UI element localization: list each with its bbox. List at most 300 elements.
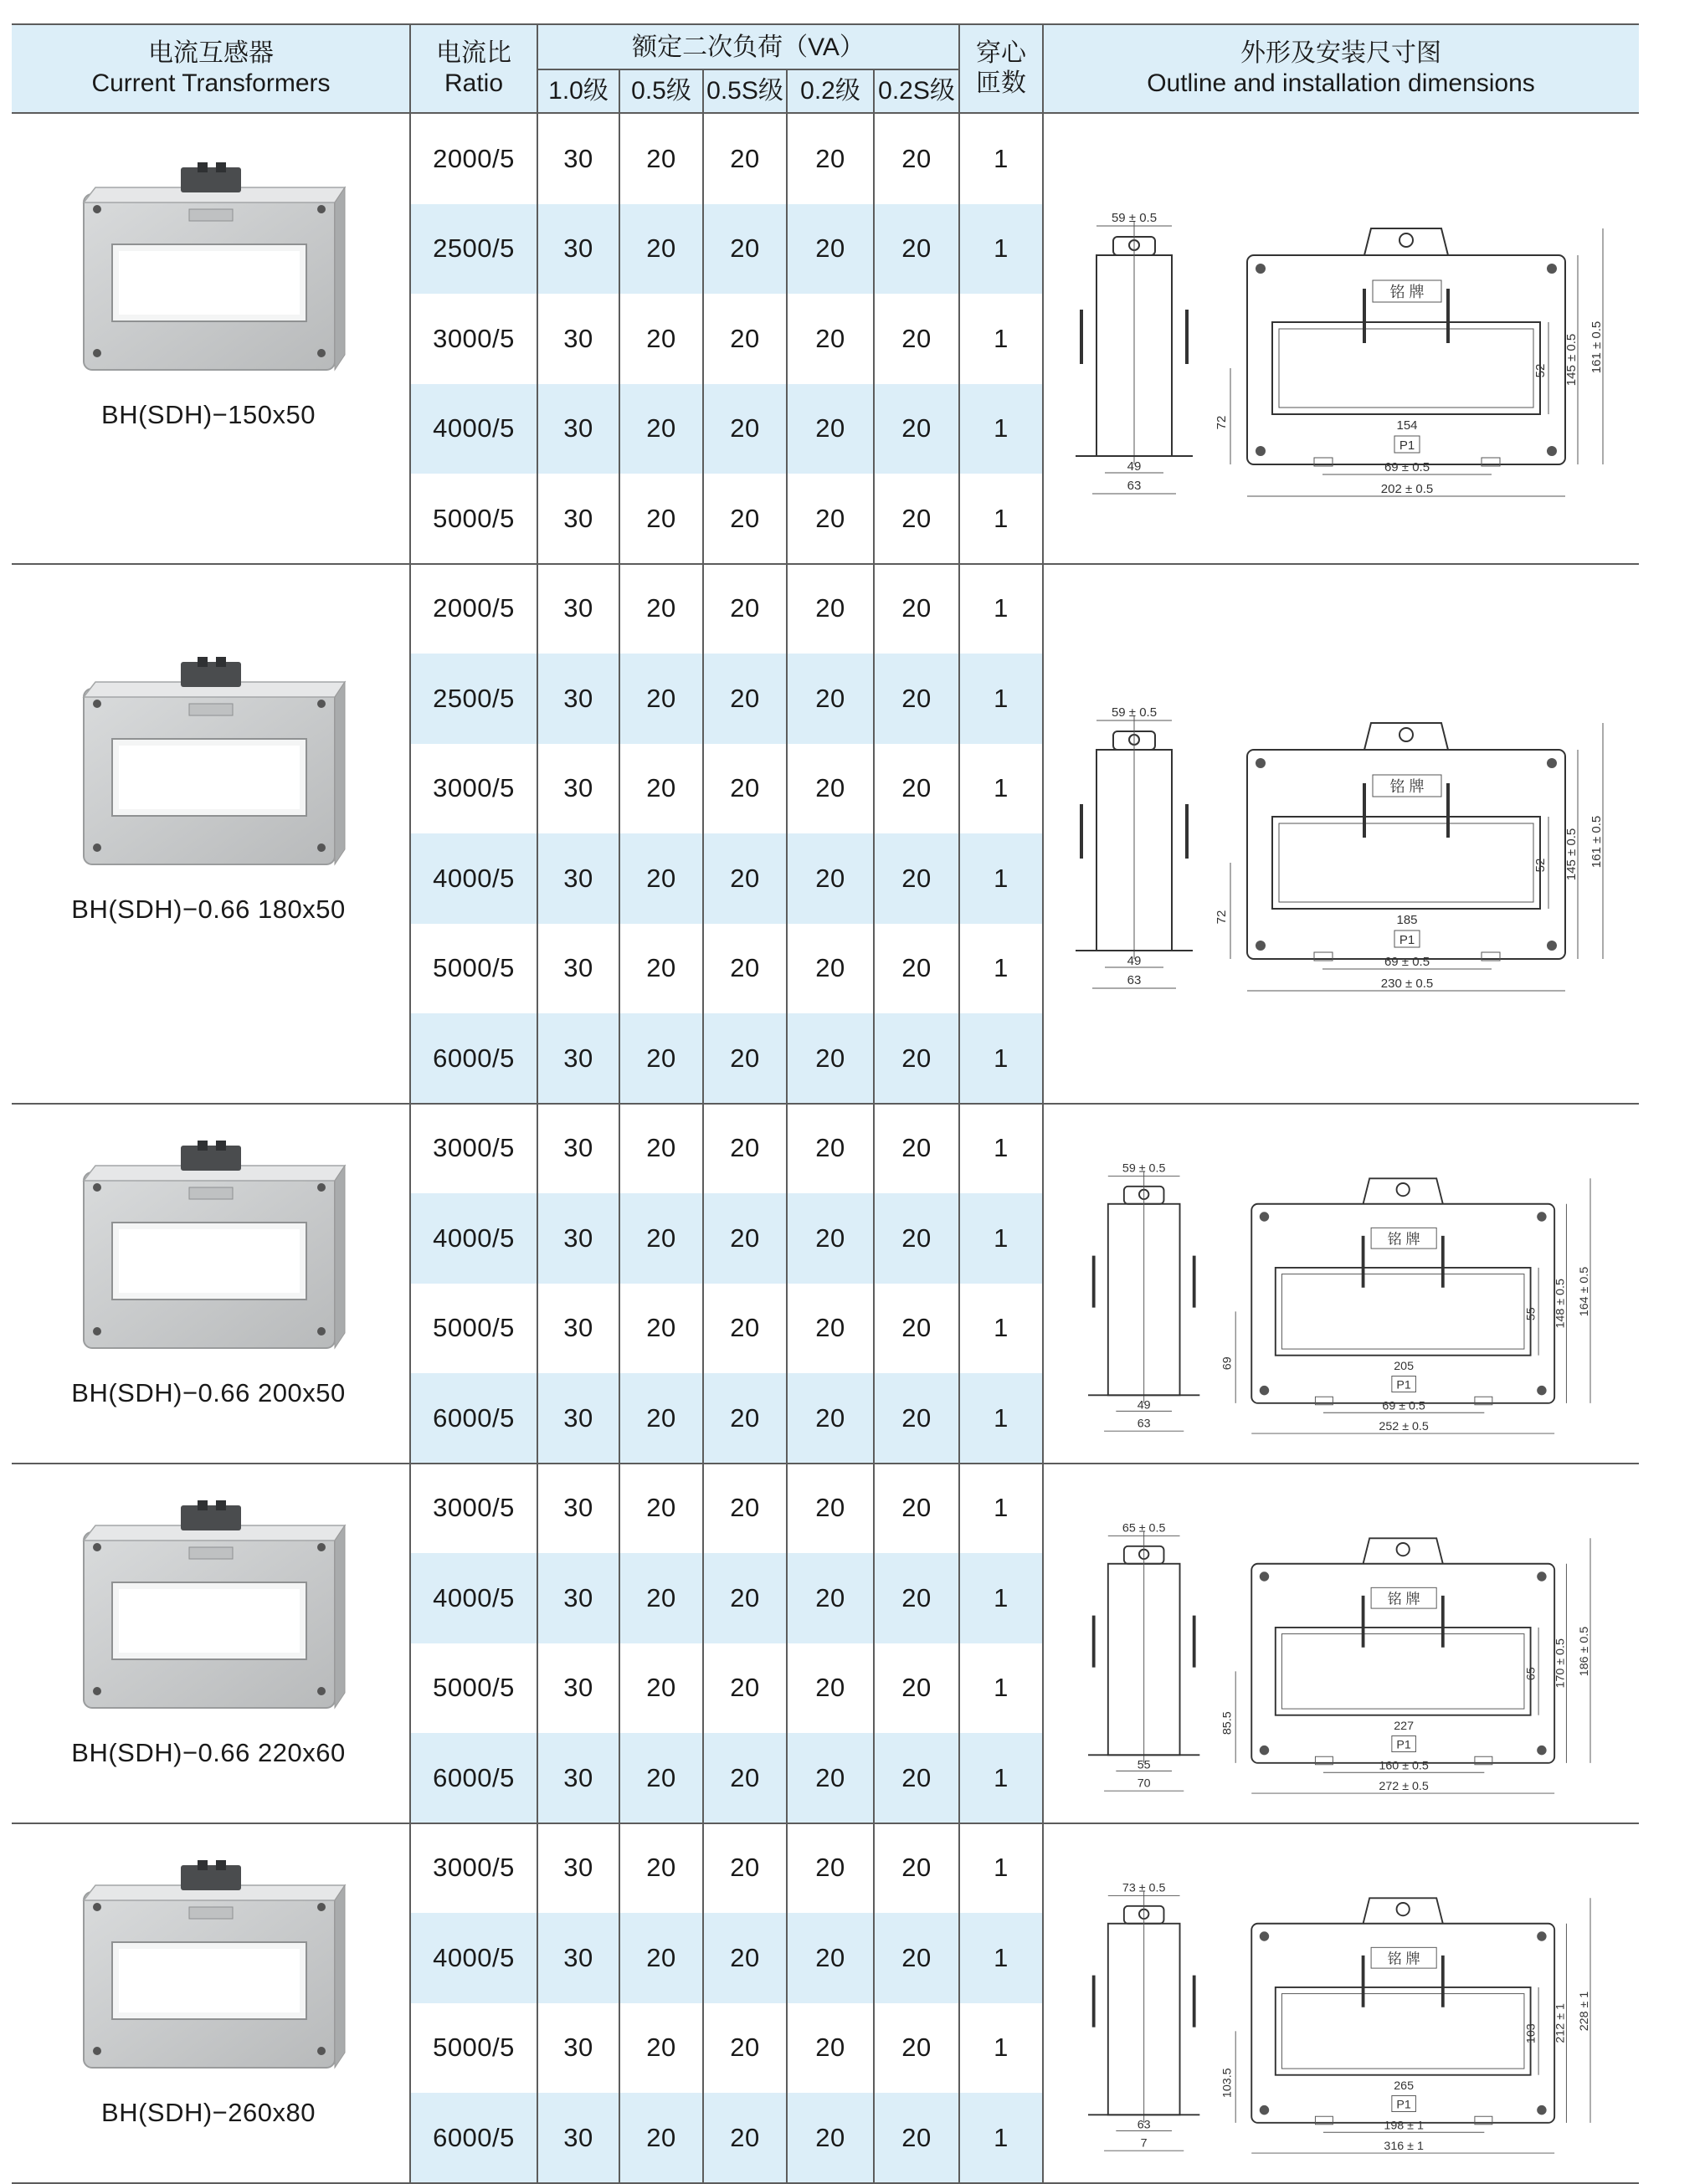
class-0-2-cell: 20 — [815, 2122, 845, 2152]
class-1-0-cell: 30 — [563, 413, 593, 443]
ratio-cell: 2000/5 — [433, 143, 515, 173]
turns-cell: 1 — [994, 1673, 1009, 1703]
column-divider — [619, 1823, 620, 2183]
model-name: BH(SDH)−0.66 200x50 — [71, 1377, 346, 1407]
class-0-2-cell: 20 — [815, 1493, 845, 1523]
turns-cell: 1 — [994, 2122, 1009, 2152]
class-0-5-cell: 20 — [646, 1133, 676, 1163]
transformer-photo — [72, 1497, 373, 1740]
class-0-5s-cell: 20 — [730, 1673, 760, 1703]
class-0-5s-cell: 20 — [730, 773, 760, 803]
class-0-2-cell: 20 — [815, 1762, 845, 1792]
column-divider — [958, 564, 960, 1104]
class-0-5s-cell: 20 — [730, 1582, 760, 1612]
class-0-2s-cell: 20 — [901, 1762, 932, 1792]
class-0-5-cell: 20 — [646, 863, 676, 893]
class-0-5-cell: 20 — [646, 413, 676, 443]
window-width-dim: 205 — [1394, 1359, 1415, 1373]
class-0-5s-cell: 20 — [730, 1853, 760, 1883]
mount-spacing-dim: 69 ± 0.5 — [1382, 1398, 1425, 1412]
class-0-5s-cell: 20 — [730, 2033, 760, 2063]
outer-height-dim: 186 ± 0.5 — [1578, 1626, 1592, 1676]
class-1-0-cell: 30 — [563, 1313, 593, 1343]
turns-cell: 1 — [994, 1133, 1009, 1163]
class-0-2-cell: 20 — [815, 143, 845, 173]
side-top-dim: 59 ± 0.5 — [1111, 210, 1158, 225]
class-1-0-cell: 30 — [563, 1673, 593, 1703]
class-0-5s-cell: 20 — [730, 683, 760, 713]
column-divider — [958, 1104, 960, 1464]
class-0-2-cell: 20 — [815, 593, 845, 623]
class-0-2-cell: 20 — [815, 1582, 845, 1612]
table-row — [410, 1013, 1642, 1104]
column-divider — [702, 564, 704, 1104]
window-width-dim: 185 — [1396, 913, 1418, 927]
transformer-photo — [72, 1137, 373, 1380]
ratio-cell: 3000/5 — [433, 1853, 515, 1883]
class-0-5-cell: 20 — [646, 1402, 676, 1433]
ratio-cell: 5000/5 — [433, 503, 515, 533]
class-0-5-cell: 20 — [646, 1043, 676, 1073]
class-0-2-cell: 20 — [815, 953, 845, 983]
column-divider — [1042, 114, 1044, 564]
class-0-5s-cell: 20 — [730, 323, 760, 353]
outline-dimension-drawing — [1063, 1476, 1615, 1811]
turns-cell: 1 — [994, 1313, 1009, 1343]
class-0-5-cell: 20 — [646, 2033, 676, 2063]
ratio-cell: 5000/5 — [433, 2033, 515, 2063]
overall-width-dim: 272 ± 0.5 — [1379, 1779, 1429, 1793]
inner-height-dim: 170 ± 0.5 — [1554, 1638, 1568, 1689]
column-divider — [619, 1464, 620, 1823]
outline-dimension-drawing — [1063, 1116, 1615, 1451]
ratio-cell: 5000/5 — [433, 1313, 515, 1343]
class-1-0-cell: 30 — [563, 503, 593, 533]
class-0-2-cell: 20 — [815, 413, 845, 443]
window-height-dim: 55 — [1524, 1306, 1538, 1320]
class-0-2s-cell: 20 — [901, 323, 932, 353]
class-0-2-cell: 20 — [815, 1313, 845, 1343]
side-inner-dim: 55 — [1137, 1758, 1151, 1772]
column-divider — [537, 1823, 538, 2183]
turns-cell: 1 — [994, 1582, 1009, 1612]
class-0-5-cell: 20 — [646, 593, 676, 623]
class-1-0-cell: 30 — [563, 863, 593, 893]
class-0-2s-cell: 20 — [901, 2033, 932, 2063]
window-height-dim: 52 — [1533, 858, 1548, 873]
ratio-cell: 2500/5 — [433, 233, 515, 264]
inner-height-dim: 145 ± 0.5 — [1564, 333, 1579, 386]
terminal-label: P1 — [1399, 438, 1415, 453]
class-0-5-cell: 20 — [646, 1673, 676, 1703]
turns-cell: 1 — [994, 143, 1009, 173]
terminal-label: P1 — [1396, 1378, 1411, 1392]
side-outer-dim: 70 — [1137, 1776, 1151, 1790]
class-0-2s-cell: 20 — [901, 1313, 932, 1343]
class-0-2s-cell: 20 — [901, 503, 932, 533]
class-0-2s-cell: 20 — [901, 593, 932, 623]
class-1-0-cell: 30 — [563, 953, 593, 983]
side-top-dim: 59 ± 0.5 — [1111, 705, 1158, 720]
class-0-5s-cell: 20 — [730, 1402, 760, 1433]
ratio-cell: 2000/5 — [433, 593, 515, 623]
model-group — [12, 1464, 1639, 1823]
mount-spacing-dim: 160 ± 0.5 — [1379, 1758, 1429, 1772]
mount-spacing-dim: 198 ± 1 — [1384, 2118, 1424, 2132]
class-1-0-cell: 30 — [563, 773, 593, 803]
class-0-5s-cell: 20 — [730, 1223, 760, 1253]
header-turns — [959, 25, 1043, 112]
class-0-5-cell: 20 — [646, 1313, 676, 1343]
class-0-5-cell: 20 — [646, 1223, 676, 1253]
header-ratio-en: Ratio — [444, 69, 504, 97]
turns-cell: 1 — [994, 503, 1009, 533]
class-0-2s-cell: 20 — [901, 413, 932, 443]
column-divider — [619, 564, 620, 1104]
window-width-dim: 265 — [1394, 2079, 1415, 2093]
column-divider — [786, 114, 788, 564]
left-height-dim: 85.5 — [1220, 1710, 1235, 1735]
column-divider — [409, 114, 411, 564]
turns-cell: 1 — [994, 2033, 1009, 2063]
transformer-photo — [72, 159, 373, 402]
model-name: BH(SDH)−260x80 — [101, 2097, 316, 2127]
ratio-cell: 6000/5 — [433, 1402, 515, 1433]
model-name: BH(SDH)−150x50 — [101, 399, 316, 429]
class-0-2-cell: 20 — [815, 863, 845, 893]
model-name: BH(SDH)−0.66 180x50 — [71, 895, 346, 924]
turns-cell: 1 — [994, 1402, 1009, 1433]
ratio-cell: 2500/5 — [433, 683, 515, 713]
ratio-cell: 4000/5 — [433, 413, 515, 443]
class-1-0-cell: 30 — [563, 1402, 593, 1433]
header-divider — [786, 69, 788, 112]
class-0-2-cell: 20 — [815, 683, 845, 713]
class-0-5-cell: 20 — [646, 1493, 676, 1523]
mount-spacing-dim: 69 ± 0.5 — [1384, 955, 1430, 969]
class-1-0-cell: 30 — [563, 143, 593, 173]
class-1-0-cell: 30 — [563, 1853, 593, 1883]
ratio-cell: 4000/5 — [433, 863, 515, 893]
class-0-2s-cell: 20 — [901, 1043, 932, 1073]
class-0-5s-cell: 20 — [730, 2122, 760, 2152]
header-class-0-5s: 0.5S级 — [706, 77, 783, 105]
turns-cell: 1 — [994, 1762, 1009, 1792]
class-0-5s-cell: 20 — [730, 1942, 760, 1972]
header-outline-cn: 外形及安装尺寸图 — [1240, 39, 1441, 67]
column-divider — [958, 1823, 960, 2183]
turns-cell: 1 — [994, 1043, 1009, 1073]
header-ratio-cn: 电流比 — [436, 39, 511, 67]
turns-cell: 1 — [994, 863, 1009, 893]
class-0-2s-cell: 20 — [901, 1493, 932, 1523]
column-divider — [873, 1104, 875, 1464]
class-0-5s-cell: 20 — [730, 503, 760, 533]
overall-width-dim: 202 ± 0.5 — [1380, 481, 1434, 496]
overall-width-dim: 230 ± 0.5 — [1380, 977, 1434, 991]
overall-width-dim: 252 ± 0.5 — [1379, 1419, 1429, 1433]
class-0-5-cell: 20 — [646, 683, 676, 713]
class-1-0-cell: 30 — [563, 1582, 593, 1612]
header-divider — [873, 69, 875, 112]
class-0-2s-cell: 20 — [901, 773, 932, 803]
column-divider — [873, 1464, 875, 1823]
class-0-5s-cell: 20 — [730, 143, 760, 173]
column-divider — [958, 114, 960, 564]
class-0-5s-cell: 20 — [730, 1493, 760, 1523]
side-top-dim: 73 ± 0.5 — [1122, 1881, 1166, 1895]
class-0-2s-cell: 20 — [901, 1223, 932, 1253]
table-header — [12, 23, 1639, 114]
class-1-0-cell: 30 — [563, 593, 593, 623]
mount-spacing-dim: 69 ± 0.5 — [1384, 459, 1430, 474]
column-divider — [537, 564, 538, 1104]
side-inner-dim: 63 — [1137, 2118, 1151, 2132]
header-turns-line2: 匝数 — [976, 69, 1026, 97]
header-ratio — [410, 25, 537, 112]
class-1-0-cell: 30 — [563, 1133, 593, 1163]
class-0-2s-cell: 20 — [901, 1582, 932, 1612]
turns-cell: 1 — [994, 593, 1009, 623]
column-divider — [409, 1464, 411, 1823]
window-height-dim: 103 — [1524, 2023, 1538, 2043]
class-0-5-cell: 20 — [646, 323, 676, 353]
class-1-0-cell: 30 — [563, 683, 593, 713]
terminal-label: P1 — [1399, 933, 1415, 947]
turns-cell: 1 — [994, 1942, 1009, 1972]
ratio-cell: 3000/5 — [433, 323, 515, 353]
outer-height-dim: 164 ± 0.5 — [1578, 1266, 1592, 1316]
column-divider — [537, 1104, 538, 1464]
column-divider — [958, 1464, 960, 1823]
column-divider — [873, 114, 875, 564]
left-height-dim: 69 — [1220, 1356, 1235, 1370]
class-1-0-cell: 30 — [563, 1223, 593, 1253]
class-0-2s-cell: 20 — [901, 2122, 932, 2152]
class-1-0-cell: 30 — [563, 2122, 593, 2152]
class-0-2-cell: 20 — [815, 503, 845, 533]
class-0-2-cell: 20 — [815, 1853, 845, 1883]
ratio-cell: 4000/5 — [433, 1223, 515, 1253]
transformer-photo — [72, 1857, 373, 2099]
class-0-5s-cell: 20 — [730, 1762, 760, 1792]
outer-height-dim: 161 ± 0.5 — [1589, 815, 1604, 869]
window-height-dim: 65 — [1524, 1666, 1538, 1680]
column-divider — [537, 114, 538, 564]
side-inner-dim: 49 — [1127, 459, 1142, 474]
class-0-2s-cell: 20 — [901, 1942, 932, 1972]
header-class-0-5: 0.5级 — [631, 77, 691, 105]
column-divider — [1042, 1104, 1044, 1464]
left-height-dim: 72 — [1215, 910, 1229, 925]
model-name: BH(SDH)−0.66 220x60 — [71, 1737, 346, 1767]
side-outer-dim: 63 — [1137, 1416, 1151, 1430]
class-0-5-cell: 20 — [646, 773, 676, 803]
outer-height-dim: 228 ± 1 — [1578, 1991, 1592, 2031]
class-0-5s-cell: 20 — [730, 413, 760, 443]
group-divider — [12, 2182, 1639, 2184]
column-divider — [619, 1104, 620, 1464]
class-0-2-cell: 20 — [815, 323, 845, 353]
class-0-2s-cell: 20 — [901, 1673, 932, 1703]
column-divider — [873, 564, 875, 1104]
column-divider — [702, 1464, 704, 1823]
column-divider — [702, 114, 704, 564]
header-product-en: Current Transformers — [91, 69, 331, 97]
turns-cell: 1 — [994, 413, 1009, 443]
class-0-5-cell: 20 — [646, 143, 676, 173]
class-0-2s-cell: 20 — [901, 1853, 932, 1883]
column-divider — [1042, 564, 1044, 1104]
nameplate-label: 铭 牌 — [1389, 778, 1425, 795]
ratio-cell: 6000/5 — [433, 1043, 515, 1073]
model-group — [12, 114, 1639, 564]
class-0-5s-cell: 20 — [730, 863, 760, 893]
terminal-label: P1 — [1396, 1738, 1411, 1752]
class-0-2-cell: 20 — [815, 1402, 845, 1433]
column-divider — [619, 114, 620, 564]
class-0-5s-cell: 20 — [730, 1043, 760, 1073]
class-0-2-cell: 20 — [815, 2033, 845, 2063]
column-divider — [409, 564, 411, 1104]
class-1-0-cell: 30 — [563, 1493, 593, 1523]
turns-cell: 1 — [994, 953, 1009, 983]
class-0-5-cell: 20 — [646, 2122, 676, 2152]
header-outline-en: Outline and installation dimensions — [1147, 69, 1535, 97]
column-divider — [873, 1823, 875, 2183]
ratio-cell: 6000/5 — [433, 1762, 515, 1792]
ratio-cell: 3000/5 — [433, 1133, 515, 1163]
turns-cell: 1 — [994, 1853, 1009, 1883]
ratio-cell: 6000/5 — [433, 2122, 515, 2152]
turns-cell: 1 — [994, 1223, 1009, 1253]
inner-height-dim: 212 ± 1 — [1554, 2002, 1568, 2043]
class-1-0-cell: 30 — [563, 233, 593, 264]
class-0-2-cell: 20 — [815, 1673, 845, 1703]
column-divider — [409, 1823, 411, 2183]
class-0-2s-cell: 20 — [901, 1133, 932, 1163]
nameplate-label: 铭 牌 — [1387, 1949, 1420, 1966]
column-divider — [786, 1104, 788, 1464]
class-0-2s-cell: 20 — [901, 683, 932, 713]
side-top-dim: 65 ± 0.5 — [1122, 1521, 1166, 1535]
ratio-cell: 3000/5 — [433, 1493, 515, 1523]
header-divider — [409, 23, 411, 112]
header-divider — [958, 23, 960, 112]
header-divider — [702, 69, 704, 112]
class-0-2-cell: 20 — [815, 1223, 845, 1253]
class-0-5-cell: 20 — [646, 1942, 676, 1972]
current-transformer-spec-table — [12, 23, 1639, 2183]
ratio-cell: 5000/5 — [433, 953, 515, 983]
outline-dimension-drawing — [1063, 163, 1615, 515]
class-0-5-cell: 20 — [646, 953, 676, 983]
class-0-2s-cell: 20 — [901, 863, 932, 893]
class-1-0-cell: 30 — [563, 1942, 593, 1972]
class-0-2-cell: 20 — [815, 773, 845, 803]
header-product — [12, 25, 410, 112]
ratio-cell: 4000/5 — [433, 1582, 515, 1612]
inner-height-dim: 145 ± 0.5 — [1564, 828, 1579, 881]
class-0-5-cell: 20 — [646, 233, 676, 264]
window-width-dim: 227 — [1394, 1719, 1415, 1733]
transformer-photo — [72, 654, 373, 896]
ratio-cell: 5000/5 — [433, 1673, 515, 1703]
inner-height-dim: 148 ± 0.5 — [1554, 1278, 1568, 1329]
header-class-0-2s: 0.2S级 — [878, 77, 955, 105]
class-0-5s-cell: 20 — [730, 233, 760, 264]
class-1-0-cell: 30 — [563, 2033, 593, 2063]
header-class-0-2: 0.2级 — [800, 77, 860, 105]
class-0-2s-cell: 20 — [901, 143, 932, 173]
model-group — [12, 564, 1639, 1104]
side-outer-dim: 63 — [1127, 973, 1142, 987]
class-0-5-cell: 20 — [646, 503, 676, 533]
class-0-5s-cell: 20 — [730, 593, 760, 623]
class-0-2-cell: 20 — [815, 1133, 845, 1163]
header-divider — [1042, 23, 1044, 112]
header-class-1-0: 1.0级 — [548, 77, 609, 105]
header-product-cn: 电流互感器 — [148, 39, 274, 67]
class-0-5-cell: 20 — [646, 1762, 676, 1792]
turns-cell: 1 — [994, 323, 1009, 353]
side-inner-dim: 49 — [1127, 954, 1142, 968]
turns-cell: 1 — [994, 683, 1009, 713]
class-0-5-cell: 20 — [646, 1582, 676, 1612]
turns-cell: 1 — [994, 773, 1009, 803]
class-0-2-cell: 20 — [815, 233, 845, 264]
column-divider — [786, 1823, 788, 2183]
nameplate-label: 铭 牌 — [1387, 1229, 1420, 1247]
overall-width-dim: 316 ± 1 — [1384, 2139, 1424, 2153]
column-divider — [786, 1464, 788, 1823]
class-0-5s-cell: 20 — [730, 953, 760, 983]
class-0-5s-cell: 20 — [730, 1313, 760, 1343]
class-1-0-cell: 30 — [563, 1762, 593, 1792]
ratio-cell: 3000/5 — [433, 773, 515, 803]
class-1-0-cell: 30 — [563, 323, 593, 353]
table-row — [410, 564, 1642, 654]
header-outline — [1043, 25, 1639, 112]
column-divider — [1042, 1823, 1044, 2183]
outer-height-dim: 161 ± 0.5 — [1589, 320, 1604, 373]
column-divider — [1042, 1464, 1044, 1823]
class-0-2s-cell: 20 — [901, 233, 932, 264]
window-height-dim: 52 — [1533, 363, 1548, 378]
side-outer-dim: 63 — [1127, 478, 1142, 493]
nameplate-label: 铭 牌 — [1389, 283, 1425, 300]
ratio-cell: 4000/5 — [433, 1942, 515, 1972]
model-group — [12, 1823, 1639, 2183]
class-0-2s-cell: 20 — [901, 953, 932, 983]
header-divider — [537, 23, 538, 112]
terminal-label: P1 — [1396, 2098, 1411, 2112]
outline-dimension-drawing — [1063, 658, 1615, 1009]
header-turns-line1: 穿心 — [976, 39, 1026, 67]
window-width-dim: 154 — [1396, 418, 1418, 433]
column-divider — [409, 1104, 411, 1464]
header-divider — [619, 69, 620, 112]
class-0-5-cell: 20 — [646, 1853, 676, 1883]
column-divider — [786, 564, 788, 1104]
class-0-5s-cell: 20 — [730, 1133, 760, 1163]
column-divider — [702, 1104, 704, 1464]
class-0-2-cell: 20 — [815, 1942, 845, 1972]
side-outer-dim: 7 — [1140, 2135, 1148, 2150]
class-0-2s-cell: 20 — [901, 1402, 932, 1433]
outline-dimension-drawing — [1063, 1836, 1615, 2171]
header-burden-title: 额定二次负荷（VA） — [632, 33, 865, 61]
